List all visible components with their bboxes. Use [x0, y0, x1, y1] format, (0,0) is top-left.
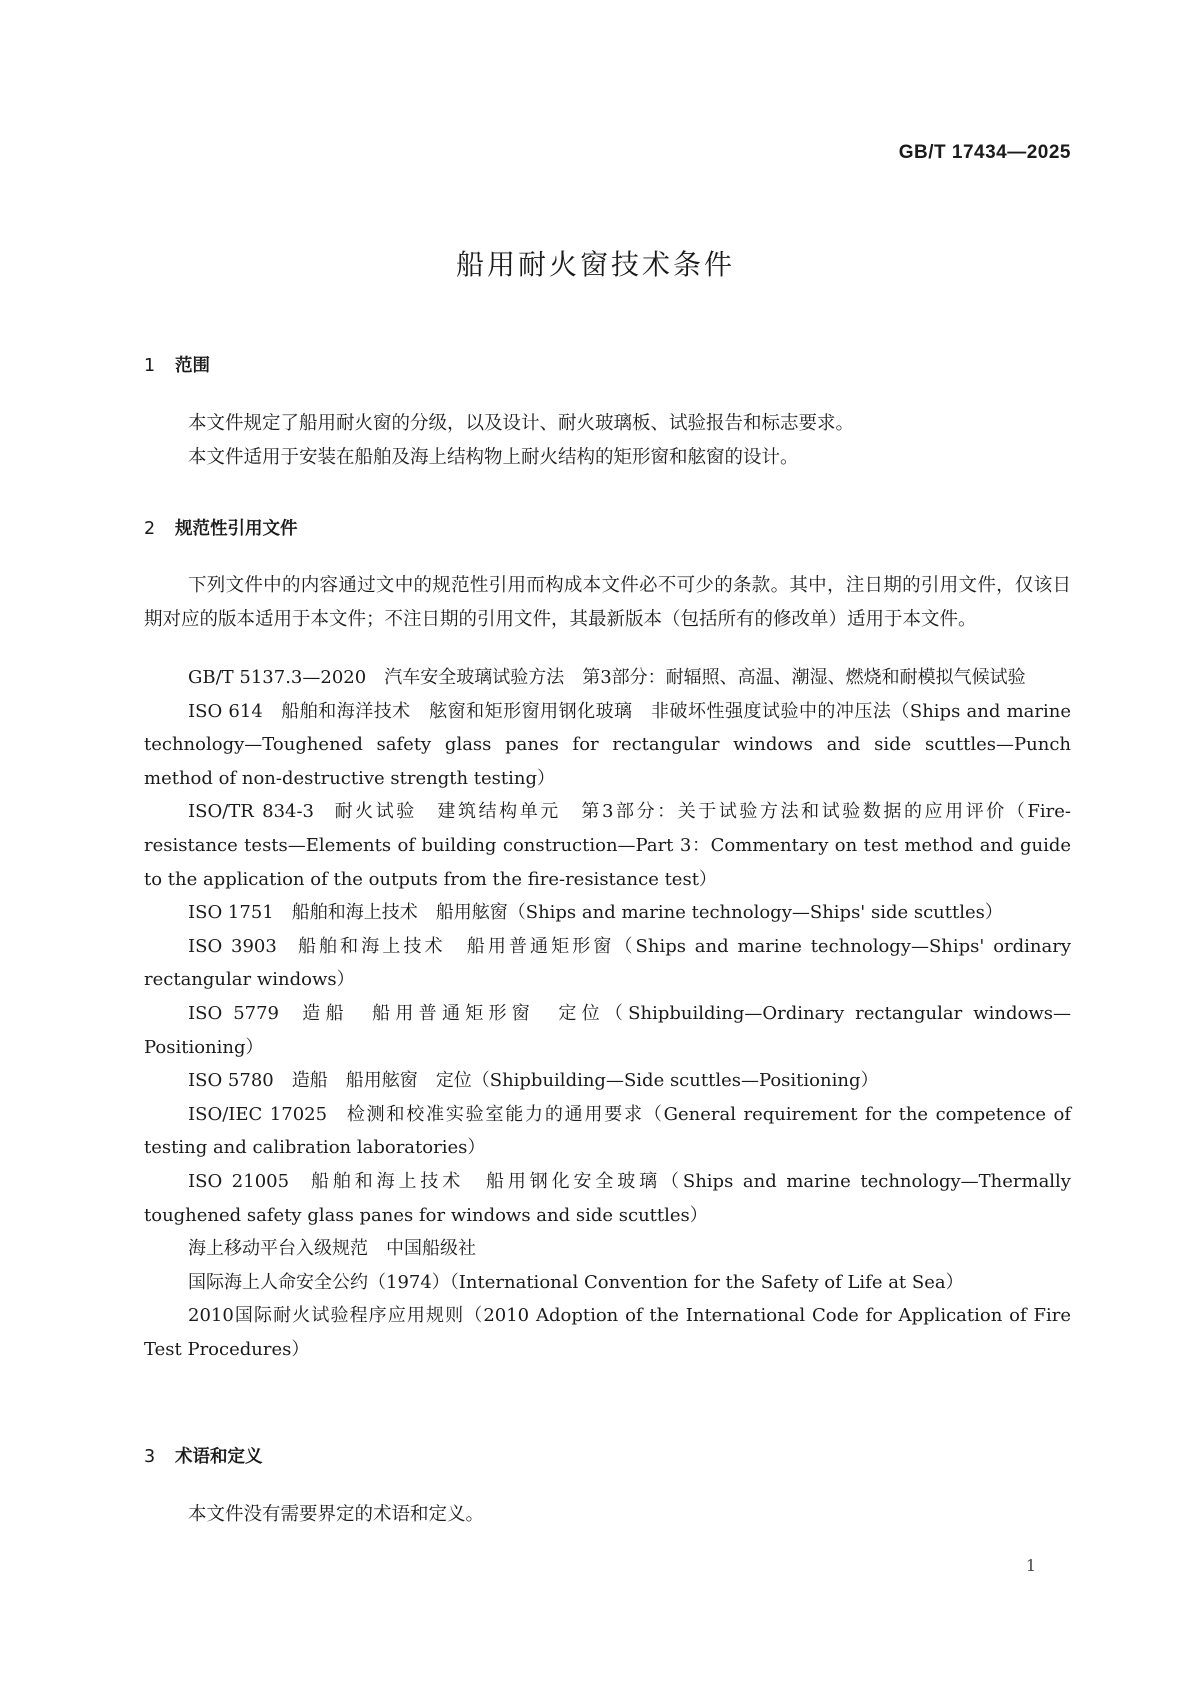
section-1-heading	[144, 352, 210, 377]
section-3-heading	[144, 1443, 263, 1468]
normative-references-list	[144, 661, 1071, 1366]
reference-code: ISO 5779	[188, 1002, 280, 1024]
reference-title: 造船 船用普通矩形窗 定位（Shipbuilding—Ordinary rectangular windows—Positioning）	[144, 1002, 1071, 1058]
paragraph: 本文件没有需要界定的术语和定义。	[188, 1504, 485, 1525]
reference-code: ISO 1751	[188, 902, 274, 924]
section-title: 范围	[175, 356, 210, 376]
standard-code: GB/T 17434—2025	[898, 142, 1071, 163]
reference-item	[144, 661, 1071, 695]
section-title: 规范性引用文件	[175, 519, 298, 539]
reference-item	[144, 1299, 1071, 1366]
section-2-heading	[144, 515, 298, 540]
reference-item	[144, 1064, 1071, 1098]
document-title: 船用耐火窗技术条件	[455, 248, 735, 281]
reference-item	[144, 795, 1071, 896]
reference-title: 船舶和海上技术 船用钢化安全玻璃（Ships and marine technology—Thermally toughened safety glass panes for windows and side scuttles）	[144, 1170, 1071, 1226]
reference-code: ISO 21005	[188, 1170, 290, 1192]
reference-code: ISO 5780	[188, 1070, 274, 1092]
reference-item	[144, 695, 1071, 796]
reference-title: 国际海上人命安全公约（1974）（International Convention for the Safety of Life at Sea）	[188, 1271, 964, 1293]
section-2-intro	[144, 569, 1071, 637]
section-number: 2	[144, 519, 156, 539]
section-1-body	[144, 407, 1071, 475]
reference-title: 船舶和海洋技术 舷窗和矩形窗用钢化玻璃 非破坏性强度试验中的冲压法（Ships and marine technology—Toughened safety glass panes for rectangular windows and side scuttles—Punch method of non-destructive strength testing）	[144, 700, 1071, 789]
section-title: 术语和定义	[175, 1447, 263, 1467]
paragraph: 本文件规定了船用耐火窗的分级，以及设计、耐火玻璃板、试验报告和标志要求。	[188, 413, 855, 434]
reference-code: ISO/IEC 17025	[188, 1103, 328, 1125]
reference-item	[144, 1098, 1071, 1165]
reference-title: 海上移动平台入级规范 中国船级社	[188, 1238, 476, 1260]
reference-code: ISO 3903	[188, 935, 277, 957]
reference-code: ISO/TR 834-3	[188, 801, 315, 823]
reference-item	[144, 1165, 1071, 1232]
reference-title: 检测和校准实验室能力的通用要求（General requirement for the competence of testing and calibration laboratories）	[144, 1103, 1071, 1159]
reference-item	[144, 997, 1071, 1064]
reference-title: 汽车安全玻璃试验方法 第3部分：耐辐照、高温、潮湿、燃烧和耐模拟气候试验	[384, 667, 1026, 688]
reference-title: 船舶和海上技术 船用舷窗（Ships and marine technology—Ships' side scuttles）	[291, 902, 1003, 924]
paragraph: 本文件适用于安装在船舶及海上结构物上耐火结构的矩形窗和舷窗的设计。	[188, 447, 799, 468]
reference-item	[144, 1232, 1071, 1266]
paragraph: 下列文件中的内容通过文中的规范性引用而构成本文件必不可少的条款。其中，注日期的引用文件，仅该日期对应的版本适用于本文件；不注日期的引用文件，其最新版本（包括所有的修改单）适用于本文件。	[144, 575, 1071, 630]
page-number: 1	[1025, 1556, 1036, 1575]
section-3-body	[144, 1498, 1071, 1532]
reference-title: 造船 船用舷窗 定位（Shipbuilding—Side scuttles—Positioning）	[291, 1070, 879, 1092]
reference-item	[144, 1266, 1071, 1300]
section-number: 1	[144, 356, 156, 376]
reference-code: GB/T 5137.3—2020	[188, 667, 367, 688]
section-number: 3	[144, 1447, 156, 1467]
reference-title: 船舶和海上技术 船用普通矩形窗（Ships and marine technology—Ships' ordinary rectangular windows）	[144, 935, 1072, 991]
reference-item	[144, 930, 1071, 997]
reference-code: ISO 614	[188, 700, 263, 722]
reference-title: 2010国际耐火试验程序应用规则（2010 Adoption of the International Code for Application of Fire Test Procedures）	[144, 1305, 1071, 1360]
reference-title: 耐火试验 建筑结构单元 第3部分：关于试验方法和试验数据的应用评价（Fire-resistance tests—Elements of building construction—Part 3：Commentary on test method and guide to the application of the outputs from the fire-resistance test）	[144, 801, 1071, 890]
reference-item	[144, 896, 1071, 930]
